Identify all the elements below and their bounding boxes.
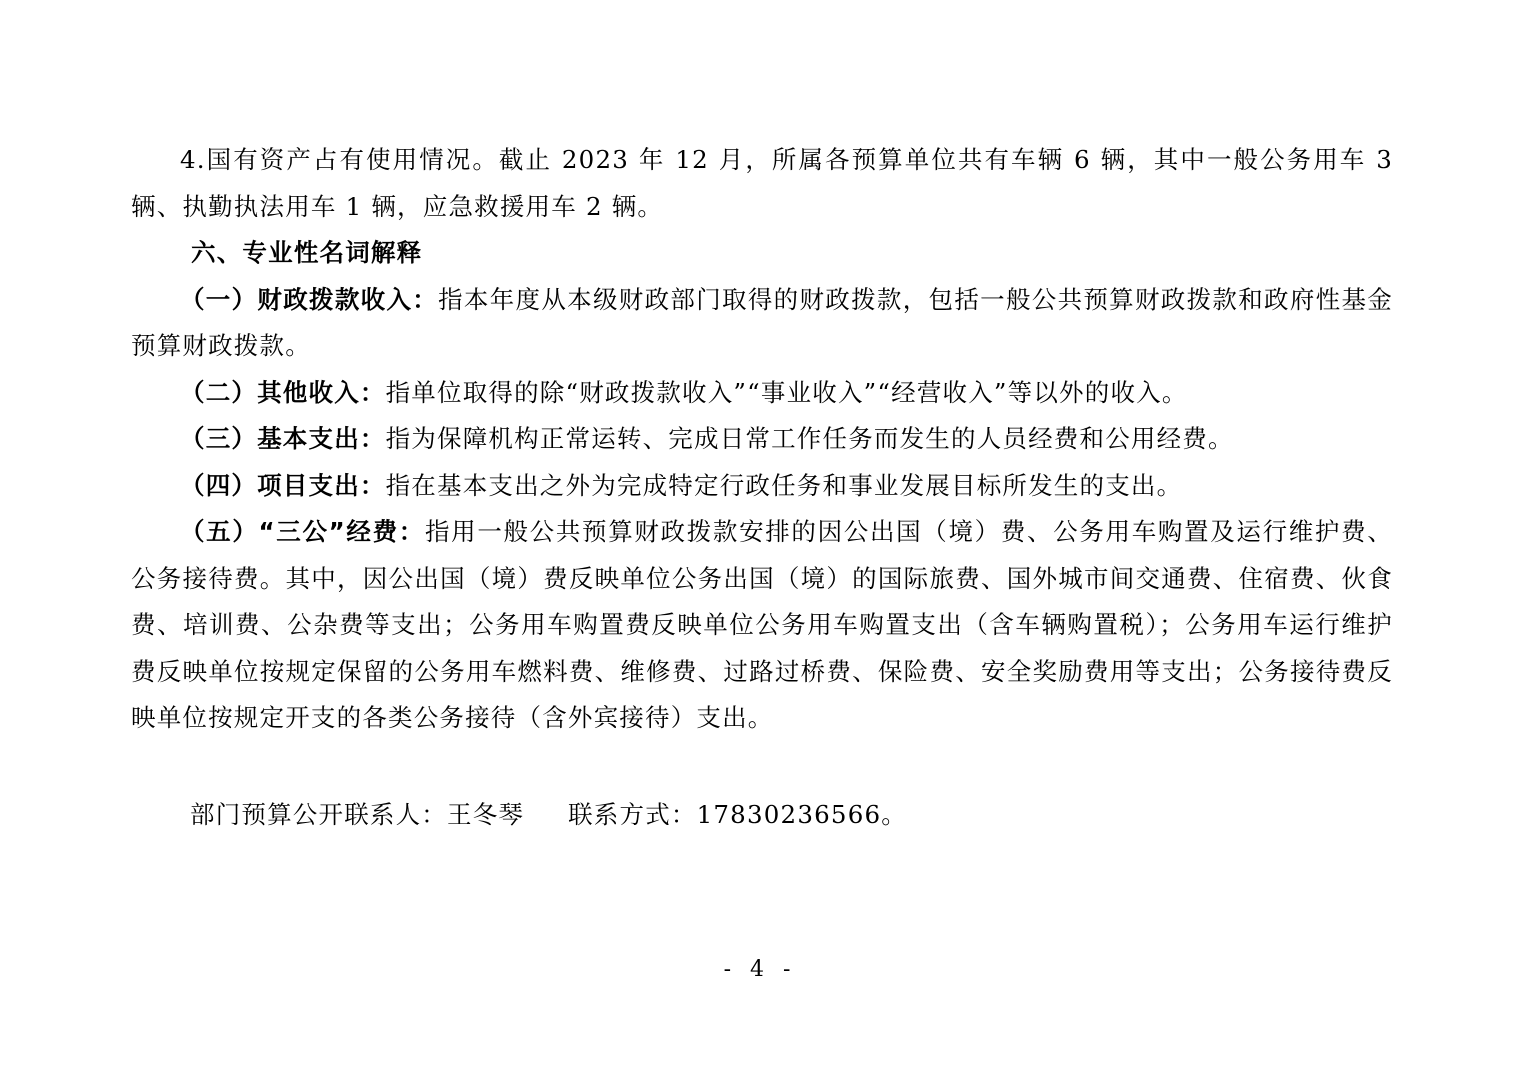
definition-term: （四）项目支出： — [180, 470, 386, 500]
section-heading: 六、专业性名词解释 — [191, 238, 423, 267]
paragraph-text: 4.国有资产占有使用情况。截止 2023 年 12 月，所属各预算单位共有车辆 6 辆，其中一般公务用车 3 辆、执勤执法用车 1 辆，应急救援用车 2 辆。 — [131, 145, 1393, 221]
definition-text: 指为保障机构正常运转、完成日常工作任务而发生的人员经费和公用经费。 — [385, 424, 1234, 453]
definition-basic-expenditure — [131, 416, 1393, 463]
contact-line — [190, 792, 907, 839]
definition-term: （一）财政拨款收入： — [180, 284, 439, 314]
contact-method-label: 联系方式： — [568, 800, 697, 829]
definition-other-income — [131, 370, 1393, 417]
definition-fiscal-appropriation-income — [131, 277, 1393, 370]
definition-term: （五）“三公”经费： — [180, 517, 425, 546]
definition-term: （三）基本支出： — [180, 424, 386, 453]
page-number: - 4 - — [723, 957, 797, 982]
contact-person-label: 部门预算公开联系人： — [190, 800, 447, 829]
definition-project-expenditure — [131, 463, 1393, 510]
definition-three-public-expenses — [131, 509, 1393, 742]
definition-text: 指本年度从本级财政部门取得的财政拨款，包括一般公共预算财政拨款和政府性基金预算财政拨款。 — [131, 284, 1393, 360]
definition-term: （二）其他收入： — [180, 377, 386, 407]
definition-text: 指用一般公共预算财政拨款安排的因公出国（境）费、公务用车购置及运行维护费、公务接待费。其中，因公出国（境）费反映单位公务出国（境）的国际旅费、国外城市间交通费、住宿费、伙食费、培训费、公杂费等支出；公务用车购置费反映单位公务用车购置支出（含车辆购置税）；公务用车运行维护费反映单位按规定保留的公务用车燃料费、维修费、过路过桥费、保险费、安全奖励费用等支出；公务接待费反映单位按规定开支的各类公务接待（含外宾接待）支出。 — [131, 517, 1393, 732]
contact-method-value: 17830236566。 — [696, 800, 907, 829]
contact-person-name: 王冬琴 — [447, 800, 525, 829]
definition-text: 指在基本支出之外为完成特定行政任务和事业发展目标所发生的支出。 — [385, 470, 1183, 500]
definition-text: 指单位取得的除“财政拨款收入”“事业收入”“经营收入”等以外的收入。 — [385, 377, 1188, 407]
asset-usage-paragraph — [131, 137, 1393, 230]
document-body — [131, 137, 1393, 742]
